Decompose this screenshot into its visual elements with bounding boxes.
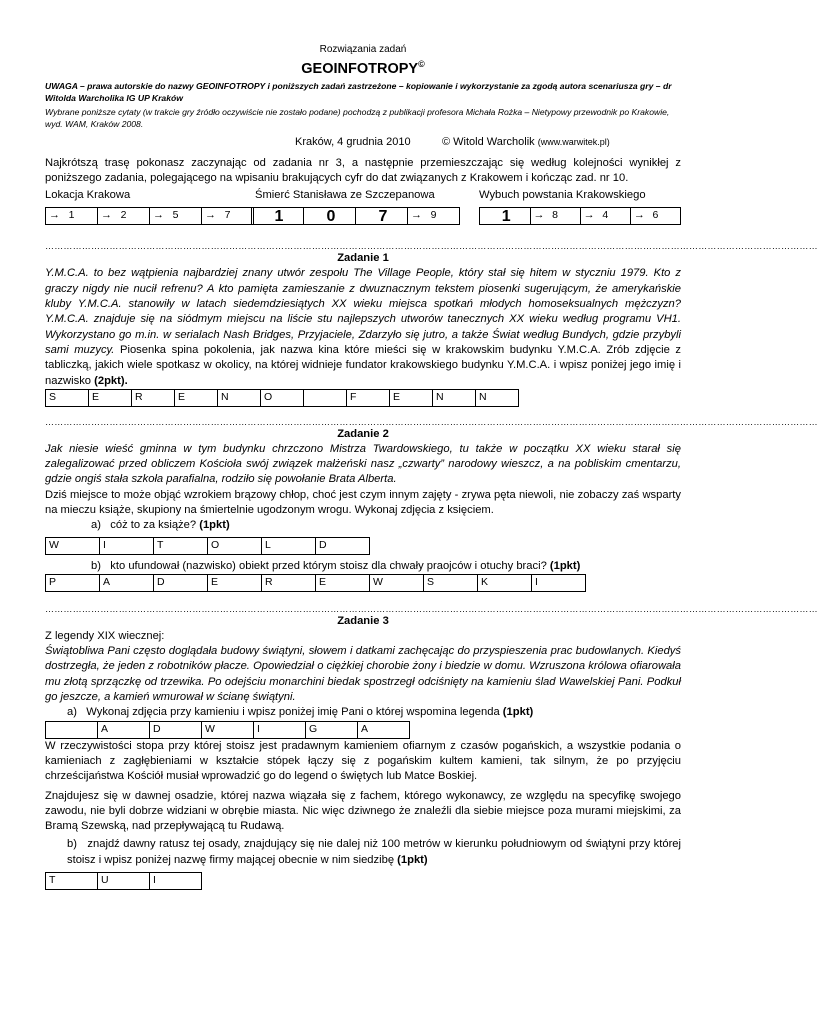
lokacja-grid xyxy=(45,207,254,225)
date-cell: 1 → xyxy=(46,208,98,225)
task-2-title: Zadanie 2 xyxy=(337,427,389,440)
answer-cell: N xyxy=(476,389,519,406)
answer-cell: I xyxy=(150,873,202,890)
separator: ……………………………………………………………………………………………………………………………………………………………………………………………………………………………… xyxy=(45,416,818,427)
answer-cell: W xyxy=(46,537,100,554)
task-2-question-a: a) cóż to za książe? (1pkt) xyxy=(91,519,230,532)
answer-cell: S xyxy=(424,574,478,591)
answer-cell: T xyxy=(154,537,208,554)
subtitle: Rozwiązania zadań xyxy=(319,44,407,55)
date-cell: 6 → xyxy=(630,208,680,225)
answer-cell: I xyxy=(100,537,154,554)
task-1-title: Zadanie 1 xyxy=(337,252,389,265)
task-3-question-b: b) znajdź dawny ratusz tej osady, znajdujący się nie dalej niż 100 metrów w kierunku południowym od świątyni przy której stoisz i wpisz poniżej nazwę firmy mającej obecnie w nim siedzibę (1pkt) xyxy=(67,838,682,866)
task-2-text-italic: Jak niesie wieść gminna w tym budynku chrzczono Mistrza Twardowskiego, tu także w początku XX wieku starał się zalegalizować przed obliczem Kościoła swój związek małżeński nasz „czwarty” narodowy wieszcz, a na pobliskim cmentarzu, gdzie ongiś stała szkoła parafialna, rodziło się powołanie Brata Alberta. xyxy=(45,442,681,486)
answer-cell xyxy=(46,721,98,738)
date-cell: 1 xyxy=(480,208,531,225)
task-3-title: Zadanie 3 xyxy=(337,614,389,627)
label-lokacja: Lokacja Krakowa xyxy=(45,189,131,202)
date-cell: 2 → xyxy=(98,208,150,225)
task-1-text: Y.M.C.A. to bez wątpienia najbardziej znany utwór zespołu The Village People, który stał się hitem w styczniu 1979. Kto z graczy nigdy nie nucił refrenu? A kto pamięta zamieszanie z dwuznacznym tekstem piosenki sugerującym, że amerykańskie kluby Y.M.C.A. stanowiły w latach siedemdziesiątych XX wieku miejsca spotkań młodych homoseksualnych mężczyzn? Y.M.C.A. znajduje się na siódmym miejscu na liście stu najlepszych utworów tanecznych XX wieku według programu VH1. Wykorzystano go m.in. w serialach Nash Bridges, Przyjaciele, Zdarzyło się jutro, a także Świat według Bundych, gdzie przybyli sami muzycy. Piosenka spina pokolenia, jak nazwa kina które mieści się w krakowskim budynku Y.M.C.A. Zrób zdjęcie z tabliczką, jakich wiele spotkasz w okolicy, na której widnieje fundator krakowskiego budynku Y.M.C.A. i wpisz poniżej jego imię i nazwisko (2pkt). xyxy=(45,267,681,387)
place-date: Kraków, 4 grudnia 2010 xyxy=(295,135,411,148)
task-2-question-b: b) kto ufundował (nazwisko) obiekt przed którym stoisz dla chwały praojców i otuchy braci? (1pkt) xyxy=(91,559,581,572)
date-cell: 0 xyxy=(304,208,356,225)
answer-cell: D xyxy=(150,721,202,738)
task-3-answer-a xyxy=(45,721,410,739)
answer-cell: D xyxy=(316,537,370,554)
answer-cell: R xyxy=(262,574,316,591)
answer-cell: P xyxy=(46,574,100,591)
answer-cell: E xyxy=(390,389,433,406)
answer-cell: A xyxy=(100,574,154,591)
answer-cell: U xyxy=(98,873,150,890)
answer-cell: O xyxy=(208,537,262,554)
website: (www.warwitek.pl) xyxy=(537,136,610,147)
date-cell: 7 → xyxy=(202,208,254,225)
author: © Witold Warcholik (www.warwitek.pl) xyxy=(442,135,610,148)
answer-cell: N xyxy=(433,389,476,406)
answer-cell: N xyxy=(218,389,261,406)
separator: ……………………………………………………………………………………………………………………………………………………………………………………………………………………………… xyxy=(45,603,818,614)
date-cell: 8 → xyxy=(530,208,580,225)
task-2-text: Dziś miejsce to może objąć wzrokiem brązowy chłop, choć jest czym innym zajęty - zrywa pęta niewoli, nie zobaczy zaś wsparty na mieczu książe, skupiony na śmiertelnie ugodzonym wrogu. Wykonaj zdjęcia z księciem. xyxy=(45,488,681,516)
label-powstanie: Wybuch powstania Krakowskiego xyxy=(479,189,646,202)
answer-cell: E xyxy=(89,389,132,406)
task-2-answer-b xyxy=(45,574,586,592)
copyright-warning: UWAGA – prawa autorskie do nazwy GEOINFOTROPY i poniższych zadań zastrzeżone – kopiowanie i wykorzystanie za zgodą autora scenariusza gry – dr Witolda Warcholika IG UP Kraków xyxy=(45,80,672,103)
answer-cell: R xyxy=(132,389,175,406)
powstanie-grid xyxy=(479,207,681,225)
source-note: Wybrane poniższe cytaty (w trakcie gry źródło oczywiście nie zostało podane) pochodzą z publikacji profesora Michała Rożka – Nietypowy przewodnik po Krakowie, wyd. WAM, Kraków 2008. xyxy=(45,106,670,129)
answer-cell: I xyxy=(254,721,306,738)
answer-cell: W xyxy=(370,574,424,591)
date-cell: 4 → xyxy=(580,208,630,225)
answer-cell: T xyxy=(46,873,98,890)
answer-cell: I xyxy=(532,574,586,591)
answer-cell: E xyxy=(316,574,370,591)
answer-cell: O xyxy=(261,389,304,406)
answer-cell: L xyxy=(262,537,316,554)
date-cell: 5 → xyxy=(150,208,202,225)
answer-cell: F xyxy=(347,389,390,406)
smierc-grid xyxy=(251,207,460,225)
document-page xyxy=(45,0,818,890)
label-smierc: Śmierć Stanisława ze Szczepanowa xyxy=(255,189,435,202)
task-3-answer-b xyxy=(45,872,202,890)
answer-cell: A xyxy=(358,721,410,738)
answer-cell: A xyxy=(98,721,150,738)
answer-cell: G xyxy=(306,721,358,738)
separator: ……………………………………………………………………………………………………………………………………………………………………………………………………………………………… xyxy=(45,241,818,252)
task-3-legend-head: Z legendy XIX wiecznej: xyxy=(45,629,165,642)
answer-cell: E xyxy=(175,389,218,406)
task-3-text-2: Znajdujesz się w dawnej osadzie, której nazwa wiązała się z fachem, którego wykonawcy, ze względu na specyfikę swojego zawodu, nie byli dobrze widziani w obrębie miasta. Nic więc dziwnego że znaleźli dla siebie miejsce poza murami miejskimi, za Bramą Szewską, nad przepływającą tu Rudawą. xyxy=(45,789,681,833)
answer-cell: E xyxy=(208,574,262,591)
date-cell: 1 xyxy=(252,208,304,225)
intro-text: Najkrótszą trasę pokonasz zaczynając od zadania nr 3, a następnie przemieszczając się według kolejności wynikłej z poniższego zadania, polegającego na wpisaniu brakujących cyfr do dat związanych z Krakowem i kończąc zad. nr 10. xyxy=(45,156,681,185)
task-3-question-a: a) Wykonaj zdjęcia przy kamieniu i wpisz poniżej imię Pani o której wspomina legenda (1pkt) xyxy=(67,706,534,719)
document-title: GEOINFOTROPY© xyxy=(301,59,425,77)
date-cell: 7 xyxy=(356,208,408,225)
dates-section xyxy=(45,189,681,241)
answer-cell: K xyxy=(478,574,532,591)
date-line xyxy=(45,136,681,152)
task-1-answer xyxy=(45,389,519,407)
answer-cell xyxy=(304,389,347,406)
task-3-legend: Świątobliwa Pani często doglądała budowy świątyni, słowem i datkami zachęcając do przyspieszenia prac budowlanych. Kiedyś dostrzegła, że jeden z robotników płacze. Opowiedział o ciężkiej chorobie żony i biedzie w domu. Wzruszona królowa ofiarowała mu złotą sprzączkę od trzewika. Po odejściu monarchini biedak spostrzegł odciśnięty na kamieniu ślad Wawelskiej Pani. Podkuł go jeszcze, a kamień wmurował w ścianę świątyni. xyxy=(45,645,681,704)
answer-cell: W xyxy=(202,721,254,738)
task-3-text-1: W rzeczywistości stopa przy której stoisz jest pradawnym kamieniem ofiarnym z czasów pogańskich, a wszystkie podania o kamieniach z zagłębieniami w kształcie stópek łączy się z pogańskim kultem kamieni, tak silnym, że po przyjęciu chrześcijaństwa Kościół musiał wprowadzić go do legend o świętych lub Matce Boskiej. xyxy=(45,739,681,783)
task-2-answer-a xyxy=(45,537,370,555)
answer-cell: S xyxy=(46,389,89,406)
date-cell: 9 → xyxy=(408,208,460,225)
answer-cell: D xyxy=(154,574,208,591)
